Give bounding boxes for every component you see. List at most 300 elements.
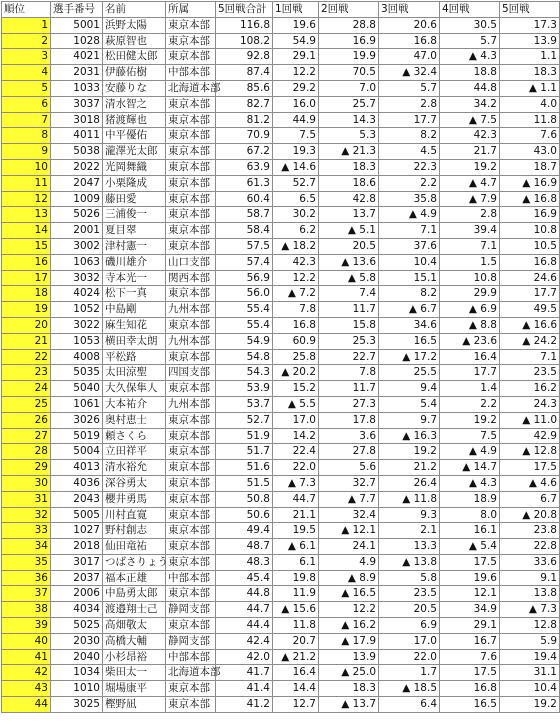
cell-player-number[interactable]: 2018 bbox=[51, 539, 103, 555]
cell-player-number[interactable]: 5026 bbox=[51, 207, 103, 223]
cell-round-1[interactable]: 17.0 bbox=[273, 412, 319, 428]
cell-round-3[interactable]: 2.2 bbox=[379, 175, 440, 191]
cell-affiliation[interactable]: 東京本部 bbox=[166, 554, 216, 570]
cell-player-number[interactable]: 1061 bbox=[51, 396, 103, 412]
cell-total[interactable]: 54.3 bbox=[216, 365, 273, 381]
header-total[interactable]: 5回戦合計 bbox=[216, 2, 273, 18]
cell-rank[interactable]: 18 bbox=[2, 286, 51, 302]
cell-round-1[interactable]: 30.2 bbox=[273, 207, 319, 223]
cell-round-3[interactable]: 7.1 bbox=[379, 223, 440, 239]
cell-rank[interactable]: 35 bbox=[2, 554, 51, 570]
cell-round-5[interactable]: 13.9 bbox=[500, 33, 560, 49]
cell-affiliation[interactable]: 東京本部 bbox=[166, 460, 216, 476]
cell-round-2[interactable]: ▲ 16.5 bbox=[319, 586, 379, 602]
cell-round-4[interactable]: 10.8 bbox=[440, 270, 500, 286]
cell-rank[interactable]: 10 bbox=[2, 159, 51, 175]
cell-round-3[interactable]: 6.4 bbox=[379, 697, 440, 713]
cell-rank[interactable]: 25 bbox=[2, 396, 51, 412]
cell-rank[interactable]: 41 bbox=[2, 649, 51, 665]
cell-round-4[interactable]: 16.5 bbox=[440, 697, 500, 713]
cell-round-5[interactable]: ▲ 16.8 bbox=[500, 191, 560, 207]
cell-name[interactable]: 高橋大輔 bbox=[103, 633, 166, 649]
cell-name[interactable]: 中島剛 bbox=[103, 302, 166, 318]
cell-total[interactable]: 51.7 bbox=[216, 444, 273, 460]
header-rank[interactable]: 順位 bbox=[2, 2, 51, 18]
cell-rank[interactable]: 13 bbox=[2, 207, 51, 223]
cell-rank[interactable]: 19 bbox=[2, 302, 51, 318]
cell-round-5[interactable]: 17.3 bbox=[500, 17, 560, 33]
cell-affiliation[interactable]: 九州本部 bbox=[166, 333, 216, 349]
cell-round-5[interactable]: ▲ 12.8 bbox=[500, 444, 560, 460]
cell-rank[interactable]: 29 bbox=[2, 460, 51, 476]
cell-round-4[interactable]: 2.8 bbox=[440, 207, 500, 223]
cell-player-number[interactable]: 3032 bbox=[51, 270, 103, 286]
cell-player-number[interactable]: 3026 bbox=[51, 412, 103, 428]
cell-affiliation[interactable]: 静岡支部 bbox=[166, 602, 216, 618]
cell-player-number[interactable]: 5004 bbox=[51, 444, 103, 460]
cell-affiliation[interactable]: 東京本部 bbox=[166, 681, 216, 697]
cell-round-5[interactable]: 6.7 bbox=[500, 491, 560, 507]
cell-round-2[interactable]: 16.9 bbox=[319, 33, 379, 49]
cell-round-2[interactable]: 22.7 bbox=[319, 349, 379, 365]
cell-round-4[interactable]: ▲ 6.9 bbox=[440, 302, 500, 318]
cell-round-3[interactable]: 17.7 bbox=[379, 112, 440, 128]
cell-round-5[interactable]: ▲ 11.0 bbox=[500, 412, 560, 428]
cell-round-5[interactable]: ▲ 4.6 bbox=[500, 475, 560, 491]
cell-name[interactable]: 太田涼聖 bbox=[103, 365, 166, 381]
cell-player-number[interactable]: 2006 bbox=[51, 586, 103, 602]
cell-round-3[interactable]: 10.4 bbox=[379, 254, 440, 270]
cell-round-2[interactable]: 19.9 bbox=[319, 49, 379, 65]
cell-round-5[interactable]: 10.5 bbox=[500, 238, 560, 254]
cell-name[interactable]: 猪渡輝也 bbox=[103, 112, 166, 128]
cell-rank[interactable]: 32 bbox=[2, 507, 51, 523]
cell-name[interactable]: 櫻井勇馬 bbox=[103, 491, 166, 507]
cell-round-4[interactable]: ▲ 5.4 bbox=[440, 539, 500, 555]
cell-rank[interactable]: 30 bbox=[2, 475, 51, 491]
cell-round-4[interactable]: 1.5 bbox=[440, 254, 500, 270]
cell-round-5[interactable]: ▲ 20.8 bbox=[500, 507, 560, 523]
cell-player-number[interactable]: 3017 bbox=[51, 554, 103, 570]
cell-round-1[interactable]: 6.1 bbox=[273, 554, 319, 570]
cell-round-3[interactable]: 35.8 bbox=[379, 191, 440, 207]
cell-round-2[interactable]: 7.0 bbox=[319, 80, 379, 96]
cell-round-5[interactable]: 17.5 bbox=[500, 460, 560, 476]
cell-name[interactable]: 頼さくら bbox=[103, 428, 166, 444]
cell-rank[interactable]: 12 bbox=[2, 191, 51, 207]
cell-name[interactable]: 柴田太一 bbox=[103, 665, 166, 681]
cell-rank[interactable]: 20 bbox=[2, 317, 51, 333]
cell-player-number[interactable]: 4008 bbox=[51, 349, 103, 365]
header-round-2[interactable]: 2回戦 bbox=[319, 2, 379, 18]
cell-name[interactable]: 小杉昂裕 bbox=[103, 649, 166, 665]
cell-total[interactable]: 54.8 bbox=[216, 349, 273, 365]
cell-round-4[interactable]: 44.8 bbox=[440, 80, 500, 96]
cell-total[interactable]: 81.2 bbox=[216, 112, 273, 128]
cell-round-5[interactable]: 16.8 bbox=[500, 254, 560, 270]
cell-total[interactable]: 92.8 bbox=[216, 49, 273, 65]
cell-round-3[interactable]: 9.3 bbox=[379, 507, 440, 523]
cell-player-number[interactable]: 1052 bbox=[51, 302, 103, 318]
cell-player-number[interactable]: 2040 bbox=[51, 649, 103, 665]
cell-player-number[interactable]: 2022 bbox=[51, 159, 103, 175]
cell-affiliation[interactable]: 東京本部 bbox=[166, 286, 216, 302]
cell-rank[interactable]: 26 bbox=[2, 412, 51, 428]
cell-round-5[interactable]: 10.4 bbox=[500, 681, 560, 697]
cell-name[interactable]: 松田健太郎 bbox=[103, 49, 166, 65]
cell-round-5[interactable]: 4.0 bbox=[500, 96, 560, 112]
cell-player-number[interactable]: 2001 bbox=[51, 223, 103, 239]
cell-affiliation[interactable]: 東京本部 bbox=[166, 207, 216, 223]
cell-round-1[interactable]: 12.7 bbox=[273, 697, 319, 713]
cell-round-3[interactable]: 25.5 bbox=[379, 365, 440, 381]
cell-round-2[interactable]: 28.8 bbox=[319, 17, 379, 33]
cell-affiliation[interactable]: 東京本部 bbox=[166, 33, 216, 49]
cell-total[interactable]: 61.3 bbox=[216, 175, 273, 191]
cell-affiliation[interactable]: 東京本部 bbox=[166, 697, 216, 713]
cell-round-4[interactable]: 5.7 bbox=[440, 33, 500, 49]
cell-round-5[interactable]: 31.1 bbox=[500, 665, 560, 681]
cell-total[interactable]: 42.4 bbox=[216, 633, 273, 649]
cell-round-3[interactable]: 34.6 bbox=[379, 317, 440, 333]
cell-total[interactable]: 50.6 bbox=[216, 507, 273, 523]
cell-total[interactable]: 82.7 bbox=[216, 96, 273, 112]
cell-round-1[interactable]: 52.7 bbox=[273, 175, 319, 191]
cell-round-4[interactable]: 16.1 bbox=[440, 523, 500, 539]
cell-player-number[interactable]: 1027 bbox=[51, 523, 103, 539]
cell-name[interactable]: 浜野太陽 bbox=[103, 17, 166, 33]
cell-round-1[interactable]: 44.7 bbox=[273, 491, 319, 507]
cell-name[interactable]: 津村憲一 bbox=[103, 238, 166, 254]
cell-round-1[interactable]: ▲ 20.2 bbox=[273, 365, 319, 381]
cell-round-5[interactable]: 16.9 bbox=[500, 207, 560, 223]
cell-rank[interactable]: 24 bbox=[2, 381, 51, 397]
cell-round-2[interactable]: 70.5 bbox=[319, 65, 379, 81]
cell-total[interactable]: 44.7 bbox=[216, 602, 273, 618]
cell-round-4[interactable]: 16.8 bbox=[440, 681, 500, 697]
cell-total[interactable]: 56.9 bbox=[216, 270, 273, 286]
cell-player-number[interactable]: 5001 bbox=[51, 17, 103, 33]
cell-round-4[interactable]: ▲ 4.3 bbox=[440, 49, 500, 65]
cell-round-4[interactable]: 12.1 bbox=[440, 586, 500, 602]
cell-round-4[interactable]: ▲ 7.9 bbox=[440, 191, 500, 207]
cell-round-5[interactable]: 24.3 bbox=[500, 396, 560, 412]
cell-round-3[interactable]: ▲ 18.5 bbox=[379, 681, 440, 697]
cell-round-2[interactable]: 14.3 bbox=[319, 112, 379, 128]
cell-round-1[interactable]: 19.5 bbox=[273, 523, 319, 539]
cell-total[interactable]: 85.6 bbox=[216, 80, 273, 96]
cell-player-number[interactable]: 4011 bbox=[51, 128, 103, 144]
cell-round-1[interactable]: 16.8 bbox=[273, 317, 319, 333]
cell-affiliation[interactable]: 静岡支部 bbox=[166, 633, 216, 649]
cell-round-5[interactable]: 12.8 bbox=[500, 618, 560, 634]
cell-round-4[interactable]: 34.9 bbox=[440, 602, 500, 618]
cell-round-4[interactable]: ▲ 7.5 bbox=[440, 112, 500, 128]
cell-round-4[interactable]: 19.6 bbox=[440, 570, 500, 586]
cell-round-2[interactable]: 17.8 bbox=[319, 412, 379, 428]
cell-player-number[interactable]: 1009 bbox=[51, 191, 103, 207]
cell-round-3[interactable]: 23.5 bbox=[379, 586, 440, 602]
cell-round-2[interactable]: ▲ 5.1 bbox=[319, 223, 379, 239]
cell-round-5[interactable]: 42.9 bbox=[500, 428, 560, 444]
cell-round-5[interactable]: 13.8 bbox=[500, 586, 560, 602]
cell-round-5[interactable]: 33.6 bbox=[500, 554, 560, 570]
cell-round-3[interactable]: 47.0 bbox=[379, 49, 440, 65]
cell-round-4[interactable]: ▲ 8.8 bbox=[440, 317, 500, 333]
cell-name[interactable]: 平松路 bbox=[103, 349, 166, 365]
cell-round-4[interactable]: 2.2 bbox=[440, 396, 500, 412]
cell-total[interactable]: 49.4 bbox=[216, 523, 273, 539]
cell-player-number[interactable]: 5005 bbox=[51, 507, 103, 523]
cell-round-2[interactable]: ▲ 13.6 bbox=[319, 254, 379, 270]
cell-round-3[interactable]: ▲ 13.8 bbox=[379, 554, 440, 570]
cell-round-3[interactable]: ▲ 16.3 bbox=[379, 428, 440, 444]
cell-affiliation[interactable]: 北海道本部 bbox=[166, 80, 216, 96]
cell-name[interactable]: 萩原智也 bbox=[103, 33, 166, 49]
cell-name[interactable]: 川村直寛 bbox=[103, 507, 166, 523]
cell-name[interactable]: 大久保隼人 bbox=[103, 381, 166, 397]
cell-round-5[interactable]: 43.0 bbox=[500, 144, 560, 160]
cell-affiliation[interactable]: 東京本部 bbox=[166, 17, 216, 33]
cell-round-5[interactable]: 49.5 bbox=[500, 302, 560, 318]
cell-name[interactable]: 瀧澤光太郎 bbox=[103, 144, 166, 160]
cell-player-number[interactable]: 2047 bbox=[51, 175, 103, 191]
cell-round-4[interactable]: 18.8 bbox=[440, 65, 500, 81]
cell-round-4[interactable]: 17.5 bbox=[440, 554, 500, 570]
cell-round-1[interactable]: 60.9 bbox=[273, 333, 319, 349]
cell-player-number[interactable]: 5019 bbox=[51, 428, 103, 444]
cell-name[interactable]: 松下一真 bbox=[103, 286, 166, 302]
cell-round-5[interactable]: ▲ 24.2 bbox=[500, 333, 560, 349]
header-round-4[interactable]: 4回戦 bbox=[440, 2, 500, 18]
cell-round-5[interactable]: 1.1 bbox=[500, 49, 560, 65]
cell-round-2[interactable]: 5.6 bbox=[319, 460, 379, 476]
cell-total[interactable]: 58.7 bbox=[216, 207, 273, 223]
cell-player-number[interactable]: 4034 bbox=[51, 602, 103, 618]
cell-round-4[interactable]: ▲ 4.7 bbox=[440, 175, 500, 191]
cell-round-5[interactable]: ▲ 16.6 bbox=[500, 317, 560, 333]
cell-total[interactable]: 57.5 bbox=[216, 238, 273, 254]
cell-affiliation[interactable]: 東京本部 bbox=[166, 159, 216, 175]
cell-affiliation[interactable]: 九州本部 bbox=[166, 302, 216, 318]
cell-round-4[interactable]: 21.7 bbox=[440, 144, 500, 160]
cell-name[interactable]: 小栗隆成 bbox=[103, 175, 166, 191]
cell-round-5[interactable]: 23.5 bbox=[500, 365, 560, 381]
cell-affiliation[interactable]: 東京本部 bbox=[166, 349, 216, 365]
cell-player-number[interactable]: 1033 bbox=[51, 80, 103, 96]
cell-round-1[interactable]: 11.9 bbox=[273, 586, 319, 602]
cell-round-1[interactable]: ▲ 18.2 bbox=[273, 238, 319, 254]
cell-round-1[interactable]: 19.6 bbox=[273, 17, 319, 33]
cell-affiliation[interactable]: 東京本部 bbox=[166, 238, 216, 254]
cell-rank[interactable]: 28 bbox=[2, 444, 51, 460]
cell-round-2[interactable]: 18.3 bbox=[319, 159, 379, 175]
cell-round-1[interactable]: 6.2 bbox=[273, 223, 319, 239]
cell-round-2[interactable]: 3.6 bbox=[319, 428, 379, 444]
cell-rank[interactable]: 1 bbox=[2, 17, 51, 33]
cell-total[interactable]: 41.7 bbox=[216, 665, 273, 681]
cell-name[interactable]: 中平優佑 bbox=[103, 128, 166, 144]
cell-round-4[interactable]: ▲ 14.7 bbox=[440, 460, 500, 476]
cell-round-5[interactable]: 11.8 bbox=[500, 112, 560, 128]
cell-round-2[interactable]: ▲ 16.2 bbox=[319, 618, 379, 634]
cell-name[interactable]: 横田幸太朗 bbox=[103, 333, 166, 349]
cell-total[interactable]: 70.9 bbox=[216, 128, 273, 144]
cell-round-3[interactable]: 1.7 bbox=[379, 665, 440, 681]
cell-round-1[interactable]: 19.8 bbox=[273, 570, 319, 586]
cell-round-5[interactable]: 23.8 bbox=[500, 523, 560, 539]
cell-name[interactable]: 福本正雄 bbox=[103, 570, 166, 586]
cell-total[interactable]: 54.9 bbox=[216, 333, 273, 349]
cell-total[interactable]: 45.4 bbox=[216, 570, 273, 586]
cell-player-number[interactable]: 3025 bbox=[51, 697, 103, 713]
cell-rank[interactable]: 37 bbox=[2, 586, 51, 602]
cell-round-2[interactable]: 24.1 bbox=[319, 539, 379, 555]
cell-name[interactable]: 中島勇太郎 bbox=[103, 586, 166, 602]
cell-round-3[interactable]: 6.9 bbox=[379, 618, 440, 634]
cell-round-3[interactable]: 20.6 bbox=[379, 17, 440, 33]
header-round-1[interactable]: 1回戦 bbox=[273, 2, 319, 18]
cell-round-1[interactable]: 29.1 bbox=[273, 49, 319, 65]
cell-total[interactable]: 60.4 bbox=[216, 191, 273, 207]
cell-round-4[interactable]: 8.0 bbox=[440, 507, 500, 523]
cell-name[interactable]: 大本祐介 bbox=[103, 396, 166, 412]
cell-player-number[interactable]: 4024 bbox=[51, 286, 103, 302]
cell-round-3[interactable]: 15.1 bbox=[379, 270, 440, 286]
cell-name[interactable]: 渡邉翔士己 bbox=[103, 602, 166, 618]
cell-round-3[interactable]: 22.3 bbox=[379, 159, 440, 175]
cell-affiliation[interactable]: 四国支部 bbox=[166, 365, 216, 381]
cell-name[interactable]: 高畑敬太 bbox=[103, 618, 166, 634]
cell-round-1[interactable]: 6.5 bbox=[273, 191, 319, 207]
cell-total[interactable]: 53.9 bbox=[216, 381, 273, 397]
cell-round-4[interactable]: 18.9 bbox=[440, 491, 500, 507]
cell-round-5[interactable]: 19.2 bbox=[500, 697, 560, 713]
cell-affiliation[interactable]: 東京本部 bbox=[166, 586, 216, 602]
cell-player-number[interactable]: 1028 bbox=[51, 33, 103, 49]
cell-rank[interactable]: 44 bbox=[2, 697, 51, 713]
cell-round-1[interactable]: 25.8 bbox=[273, 349, 319, 365]
cell-total[interactable]: 55.4 bbox=[216, 317, 273, 333]
cell-round-3[interactable]: 16.5 bbox=[379, 333, 440, 349]
cell-round-5[interactable]: 19.4 bbox=[500, 649, 560, 665]
cell-player-number[interactable]: 3022 bbox=[51, 317, 103, 333]
cell-round-1[interactable]: ▲ 7.2 bbox=[273, 286, 319, 302]
cell-round-3[interactable]: 2.8 bbox=[379, 96, 440, 112]
cell-round-3[interactable]: ▲ 17.2 bbox=[379, 349, 440, 365]
cell-round-5[interactable]: ▲ 7.3 bbox=[500, 602, 560, 618]
cell-round-4[interactable]: 29.1 bbox=[440, 618, 500, 634]
cell-round-1[interactable]: 21.1 bbox=[273, 507, 319, 523]
cell-round-5[interactable]: 5.9 bbox=[500, 633, 560, 649]
cell-total[interactable]: 63.9 bbox=[216, 159, 273, 175]
cell-player-number[interactable]: 2043 bbox=[51, 491, 103, 507]
cell-round-2[interactable]: ▲ 13.7 bbox=[319, 697, 379, 713]
cell-name[interactable]: 寺本光一 bbox=[103, 270, 166, 286]
cell-round-4[interactable]: 19.2 bbox=[440, 412, 500, 428]
cell-total[interactable]: 42.0 bbox=[216, 649, 273, 665]
cell-rank[interactable]: 43 bbox=[2, 681, 51, 697]
cell-round-4[interactable]: 16.4 bbox=[440, 349, 500, 365]
cell-round-1[interactable]: 14.4 bbox=[273, 681, 319, 697]
cell-name[interactable]: 夏目翠 bbox=[103, 223, 166, 239]
cell-round-1[interactable]: 22.4 bbox=[273, 444, 319, 460]
cell-round-1[interactable]: 29.2 bbox=[273, 80, 319, 96]
cell-affiliation[interactable]: 北海道本部 bbox=[166, 665, 216, 681]
cell-round-4[interactable]: ▲ 4.3 bbox=[440, 475, 500, 491]
cell-affiliation[interactable]: 九州本部 bbox=[166, 396, 216, 412]
cell-player-number[interactable]: 4013 bbox=[51, 460, 103, 476]
cell-round-1[interactable]: 12.2 bbox=[273, 65, 319, 81]
cell-round-3[interactable]: 4.5 bbox=[379, 144, 440, 160]
cell-round-4[interactable]: ▲ 4.9 bbox=[440, 444, 500, 460]
cell-affiliation[interactable]: 東京本部 bbox=[166, 96, 216, 112]
cell-affiliation[interactable]: 中部本部 bbox=[166, 649, 216, 665]
cell-round-3[interactable]: 13.3 bbox=[379, 539, 440, 555]
cell-affiliation[interactable]: 東京本部 bbox=[166, 175, 216, 191]
cell-total[interactable]: 52.7 bbox=[216, 412, 273, 428]
cell-round-3[interactable]: 8.2 bbox=[379, 128, 440, 144]
cell-player-number[interactable]: 4036 bbox=[51, 475, 103, 491]
cell-rank[interactable]: 6 bbox=[2, 96, 51, 112]
cell-round-2[interactable]: 11.7 bbox=[319, 302, 379, 318]
cell-rank[interactable]: 27 bbox=[2, 428, 51, 444]
cell-total[interactable]: 67.2 bbox=[216, 144, 273, 160]
cell-affiliation[interactable]: 中部本部 bbox=[166, 65, 216, 81]
cell-round-1[interactable]: ▲ 21.2 bbox=[273, 649, 319, 665]
cell-name[interactable]: 奥村恵士 bbox=[103, 412, 166, 428]
cell-round-1[interactable]: 12.2 bbox=[273, 270, 319, 286]
cell-name[interactable]: 清水智之 bbox=[103, 96, 166, 112]
cell-round-2[interactable]: ▲ 7.7 bbox=[319, 491, 379, 507]
cell-round-2[interactable]: 18.6 bbox=[319, 175, 379, 191]
cell-round-4[interactable]: 7.1 bbox=[440, 238, 500, 254]
cell-affiliation[interactable]: 東京本部 bbox=[166, 49, 216, 65]
cell-round-3[interactable]: 16.8 bbox=[379, 33, 440, 49]
cell-round-4[interactable]: 34.2 bbox=[440, 96, 500, 112]
cell-round-3[interactable]: ▲ 32.4 bbox=[379, 65, 440, 81]
cell-round-4[interactable]: 39.4 bbox=[440, 223, 500, 239]
cell-round-1[interactable]: ▲ 14.6 bbox=[273, 159, 319, 175]
cell-name[interactable]: 伊藤佑樹 bbox=[103, 65, 166, 81]
cell-name[interactable]: 仙田竜祐 bbox=[103, 539, 166, 555]
cell-total[interactable]: 108.2 bbox=[216, 33, 273, 49]
cell-affiliation[interactable]: 東京本部 bbox=[166, 475, 216, 491]
cell-round-5[interactable]: 7.1 bbox=[500, 349, 560, 365]
header-player-number[interactable]: 選手番号 bbox=[51, 2, 103, 18]
cell-round-3[interactable]: 9.4 bbox=[379, 381, 440, 397]
cell-player-number[interactable]: 5035 bbox=[51, 365, 103, 381]
cell-round-5[interactable]: 9.1 bbox=[500, 570, 560, 586]
cell-rank[interactable]: 7 bbox=[2, 112, 51, 128]
cell-rank[interactable]: 39 bbox=[2, 618, 51, 634]
cell-total[interactable]: 116.8 bbox=[216, 17, 273, 33]
cell-round-3[interactable]: 22.0 bbox=[379, 649, 440, 665]
cell-round-3[interactable]: ▲ 11.8 bbox=[379, 491, 440, 507]
cell-affiliation[interactable]: 東京本部 bbox=[166, 507, 216, 523]
cell-total[interactable]: 48.7 bbox=[216, 539, 273, 555]
cell-name[interactable]: 光岡舞織 bbox=[103, 159, 166, 175]
cell-affiliation[interactable]: 東京本部 bbox=[166, 317, 216, 333]
cell-round-2[interactable]: ▲ 21.3 bbox=[319, 144, 379, 160]
cell-rank[interactable]: 33 bbox=[2, 523, 51, 539]
cell-rank[interactable]: 9 bbox=[2, 144, 51, 160]
cell-round-1[interactable]: 15.2 bbox=[273, 381, 319, 397]
cell-round-2[interactable]: ▲ 5.8 bbox=[319, 270, 379, 286]
cell-affiliation[interactable]: 東京本部 bbox=[166, 523, 216, 539]
cell-rank[interactable]: 3 bbox=[2, 49, 51, 65]
cell-round-5[interactable]: 22.8 bbox=[500, 539, 560, 555]
